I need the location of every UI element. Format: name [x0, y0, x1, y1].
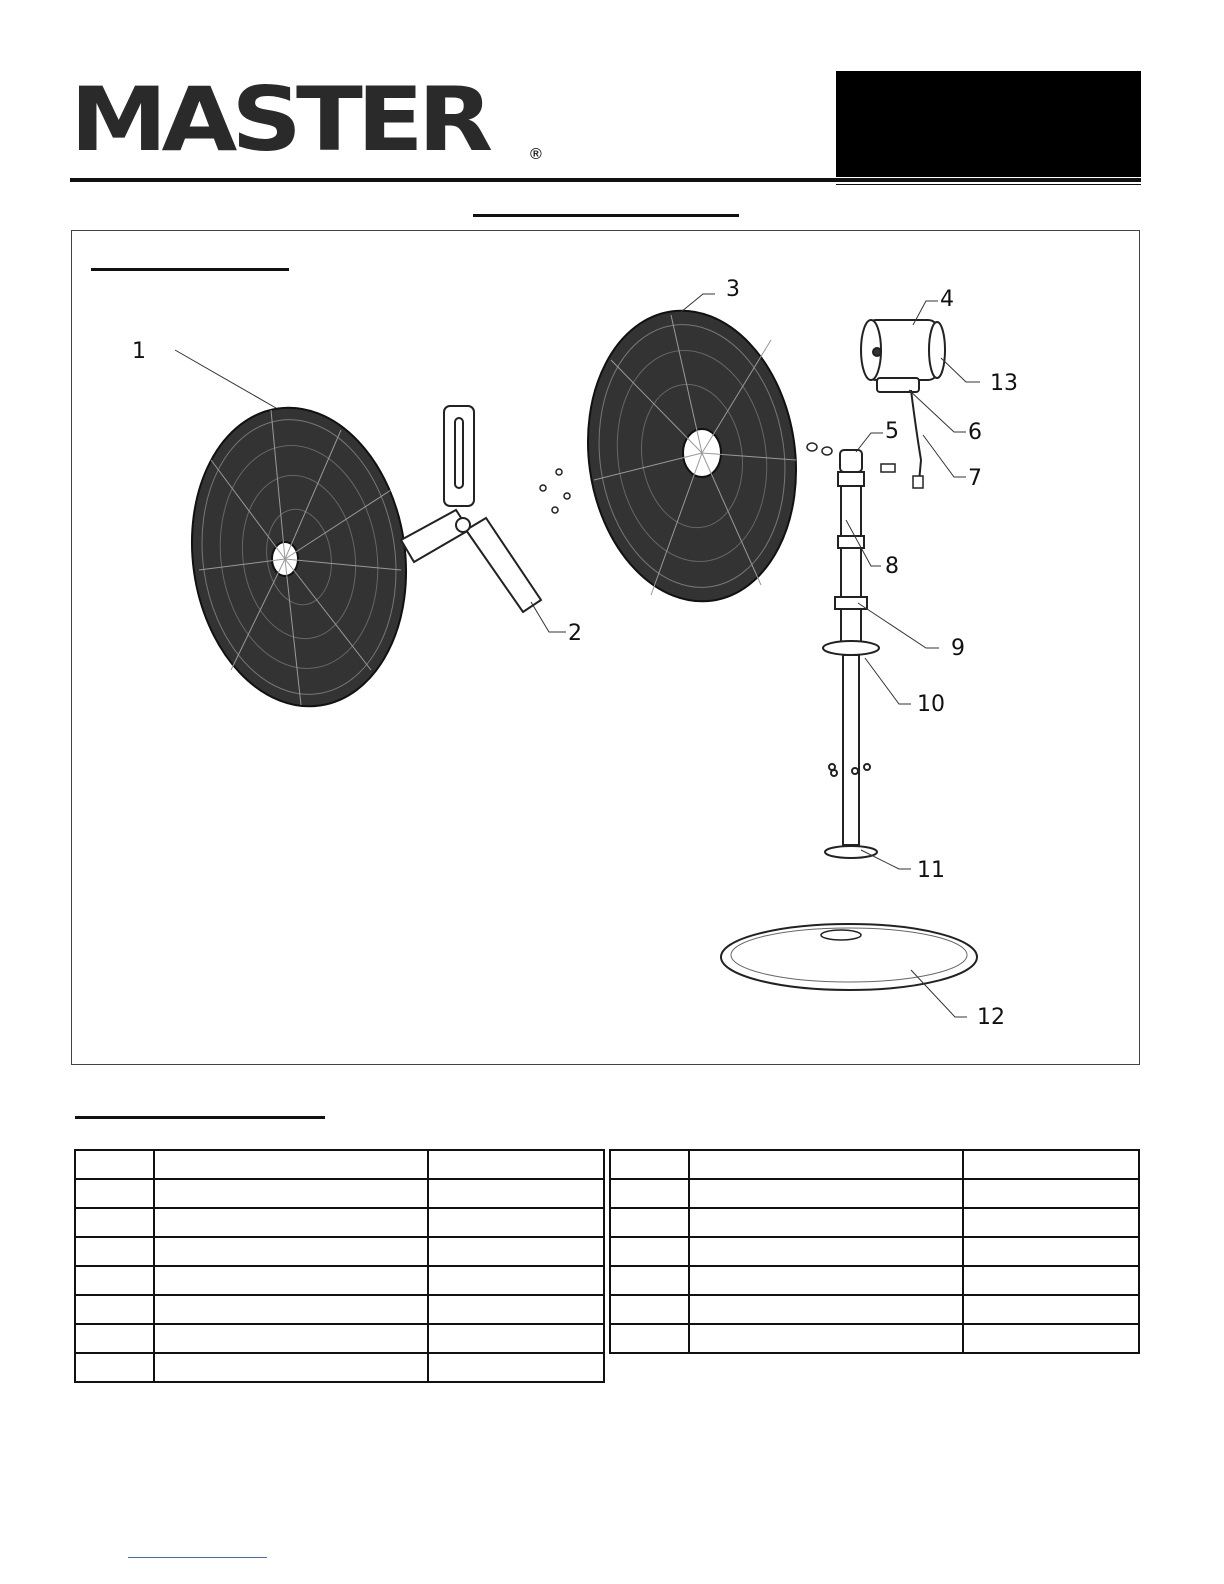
grill-screws — [540, 469, 570, 513]
table-row — [75, 1295, 604, 1324]
brand-logo — [70, 69, 550, 172]
table-row — [75, 1266, 604, 1295]
logo-wordmark: MASTER — [70, 69, 488, 172]
callout-6: 6 — [968, 420, 982, 445]
header-rule-thin — [836, 184, 1141, 185]
table-row — [610, 1179, 1139, 1208]
header-black-box — [836, 71, 1141, 177]
parts-table-left — [74, 1149, 605, 1383]
table-row — [75, 1150, 604, 1179]
fan-base — [721, 924, 977, 990]
power-plug — [913, 476, 923, 488]
rear-grill — [570, 297, 815, 615]
header-rule — [70, 178, 1141, 182]
callout-12: 12 — [977, 1005, 1005, 1030]
front-grill — [173, 394, 425, 721]
fan-pole — [823, 450, 879, 858]
power-cord — [911, 390, 921, 482]
parts-list-underline — [75, 1116, 325, 1119]
title-underline — [473, 214, 739, 217]
mounting-bracket — [401, 406, 541, 612]
callout-8: 8 — [885, 554, 899, 579]
table-row — [75, 1179, 604, 1208]
parts-table-right — [609, 1149, 1140, 1354]
table-row — [75, 1353, 604, 1382]
callout-10: 10 — [917, 692, 945, 717]
table-row — [610, 1150, 1139, 1179]
table-row — [610, 1208, 1139, 1237]
table-row — [75, 1237, 604, 1266]
callout-13: 13 — [990, 371, 1018, 396]
table-row — [75, 1208, 604, 1237]
callout-5: 5 — [885, 419, 899, 444]
registered-mark: ® — [530, 146, 542, 163]
exploded-parts-diagram — [71, 230, 1140, 1065]
table-row — [610, 1324, 1139, 1353]
table-row — [610, 1237, 1139, 1266]
table-row — [610, 1295, 1139, 1324]
footer-link-underline[interactable] — [128, 1557, 267, 1558]
callout-1: 1 — [132, 339, 146, 364]
callout-7: 7 — [968, 466, 982, 491]
table-row — [75, 1324, 604, 1353]
table-row — [610, 1266, 1139, 1295]
callout-9: 9 — [951, 636, 965, 661]
callout-11: 11 — [917, 858, 945, 883]
motor-assembly — [861, 320, 945, 392]
callout-4: 4 — [940, 287, 954, 312]
callout-3: 3 — [726, 277, 740, 302]
callout-2: 2 — [568, 621, 582, 646]
